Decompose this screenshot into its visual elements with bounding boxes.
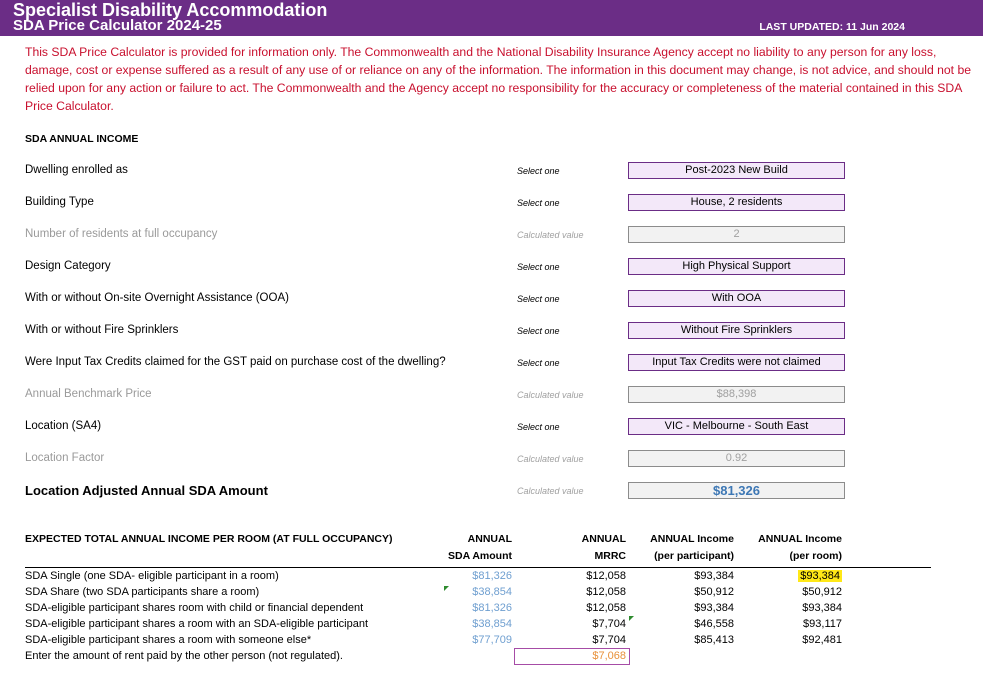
location-label: Location (SA4) [25, 420, 102, 432]
col-mrrc-line1: ANNUAL [581, 533, 626, 545]
col-per-participant-line2: (per participant) [654, 550, 734, 562]
table-cell-mrrc: $12,058 [586, 602, 626, 614]
table-cell-per-participant: $85,413 [694, 634, 734, 646]
rent-input-value: $7,068 [592, 650, 626, 662]
dwelling-enrolled-select[interactable]: Post-2023 New Build [628, 162, 845, 179]
rent-input[interactable] [514, 648, 630, 665]
table-row-label: SDA Share (two SDA participants share a room) [25, 586, 260, 598]
section-heading-room-income: EXPECTED TOTAL ANNUAL INCOME PER ROOM (AT FULL OCCUPANCY) [25, 533, 393, 545]
table-cell-sda: $81,326 [472, 570, 512, 582]
fire-sprinklers-select[interactable]: Without Fire Sprinklers [628, 322, 845, 339]
table-cell-sda: $77,709 [472, 634, 512, 646]
ooa-hint: Select one [517, 294, 560, 304]
table-cell-per-room: $92,481 [802, 634, 842, 646]
adjusted-amount-label: Location Adjusted Annual SDA Amount [25, 483, 268, 498]
table-row-label: SDA Single (one SDA- eligible participant in a room) [25, 570, 279, 582]
table-row-label: SDA-eligible participant shares a room with an SDA-eligible participant [25, 618, 368, 630]
building-type-select[interactable]: House, 2 residents [628, 194, 845, 211]
residents-value: 2 [628, 226, 845, 243]
table-cell-mrrc: $7,704 [592, 634, 626, 646]
benchmark-price-label: Annual Benchmark Price [25, 388, 152, 400]
table-cell-sda: $81,326 [472, 602, 512, 614]
residents-hint: Calculated value [517, 230, 584, 240]
table-cell-sda: $38,854 [472, 586, 512, 598]
location-hint: Select one [517, 422, 560, 432]
table-cell-mrrc: $12,058 [586, 586, 626, 598]
col-mrrc-line2: MRRC [594, 550, 626, 562]
dwelling-enrolled-label: Dwelling enrolled as [25, 164, 128, 176]
building-type-label: Building Type [25, 196, 94, 208]
cell-comment-marker [629, 616, 634, 621]
benchmark-price-hint: Calculated value [517, 390, 584, 400]
table-cell-mrrc: $7,704 [592, 618, 626, 630]
table-cell-per-participant: $93,384 [694, 602, 734, 614]
col-per-participant-line1: ANNUAL Income [650, 533, 734, 545]
benchmark-price-value: $88,398 [628, 386, 845, 403]
col-sda-line1: ANNUAL [467, 533, 512, 545]
design-category-label: Design Category [25, 260, 111, 272]
app-title: Specialist Disability Accommodation [13, 0, 328, 20]
disclaimer-text: This SDA Price Calculator is provided for information only. The Commonwealth and the National Disability Insurance Agency accept no liability to any person for any loss, damage, cost or expense suffered as a result of any use of or reliance on any of the information. The information in this document may change, is not advice, and should not be relied upon for any action or failure to act. The Commonwealth and the Agency accept no responsibility for the accuracy or completeness of the material contained in this SDA Price Calculator. [25, 45, 971, 113]
title-banner [0, 0, 983, 36]
table-cell-per-participant: $93,384 [694, 570, 734, 582]
input-tax-credits-hint: Select one [517, 358, 560, 368]
table-cell-per-room: $50,912 [802, 586, 842, 598]
rent-label: Enter the amount of rent paid by the other person (not regulated). [25, 650, 343, 662]
design-category-select[interactable]: High Physical Support [628, 258, 845, 275]
adjusted-amount-hint: Calculated value [517, 486, 584, 496]
dwelling-enrolled-hint: Select one [517, 166, 560, 176]
app-subtitle: SDA Price Calculator 2024-25 [13, 17, 222, 34]
col-per-room-line1: ANNUAL Income [758, 533, 842, 545]
location-factor-label: Location Factor [25, 452, 105, 464]
table-row-label: SDA-eligible participant shares a room with someone else* [25, 634, 312, 646]
table-cell-mrrc: $12,058 [586, 570, 626, 582]
ooa-select[interactable]: With OOA [628, 290, 845, 307]
building-type-hint: Select one [517, 198, 560, 208]
input-tax-credits-label: Were Input Tax Credits claimed for the GST paid on purchase cost of the dwelling? [25, 356, 446, 368]
location-factor-hint: Calculated value [517, 454, 584, 464]
table-cell-per-participant: $50,912 [694, 586, 734, 598]
col-sda-line2: SDA Amount [448, 550, 512, 562]
table-cell-per-room: $93,384 [802, 602, 842, 614]
col-per-room-line2: (per room) [789, 550, 842, 562]
location-select[interactable]: VIC - Melbourne - South East [628, 418, 845, 435]
fire-sprinklers-hint: Select one [517, 326, 560, 336]
last-updated: LAST UPDATED: 11 Jun 2024 [759, 21, 905, 33]
input-tax-credits-select[interactable]: Input Tax Credits were not claimed [628, 354, 845, 371]
table-cell-sda: $38,854 [472, 618, 512, 630]
fire-sprinklers-label: With or without Fire Sprinklers [25, 324, 179, 336]
table-header-divider [25, 567, 931, 568]
residents-label: Number of residents at full occupancy [25, 228, 218, 240]
table-row-label: SDA-eligible participant shares room with child or financial dependent [25, 602, 364, 614]
section-heading-income: SDA ANNUAL INCOME [25, 133, 139, 145]
cell-comment-marker [444, 586, 449, 591]
highlighted-value: $93,384 [800, 570, 840, 582]
table-cell-per-room [798, 570, 842, 582]
ooa-label: With or without On-site Overnight Assistance (OOA) [25, 292, 289, 304]
design-category-hint: Select one [517, 262, 560, 272]
adjusted-amount-value: $81,326 [628, 482, 845, 499]
table-cell-per-participant: $46,558 [694, 618, 734, 630]
location-factor-value: 0.92 [628, 450, 845, 467]
table-cell-per-room: $93,117 [803, 618, 842, 630]
